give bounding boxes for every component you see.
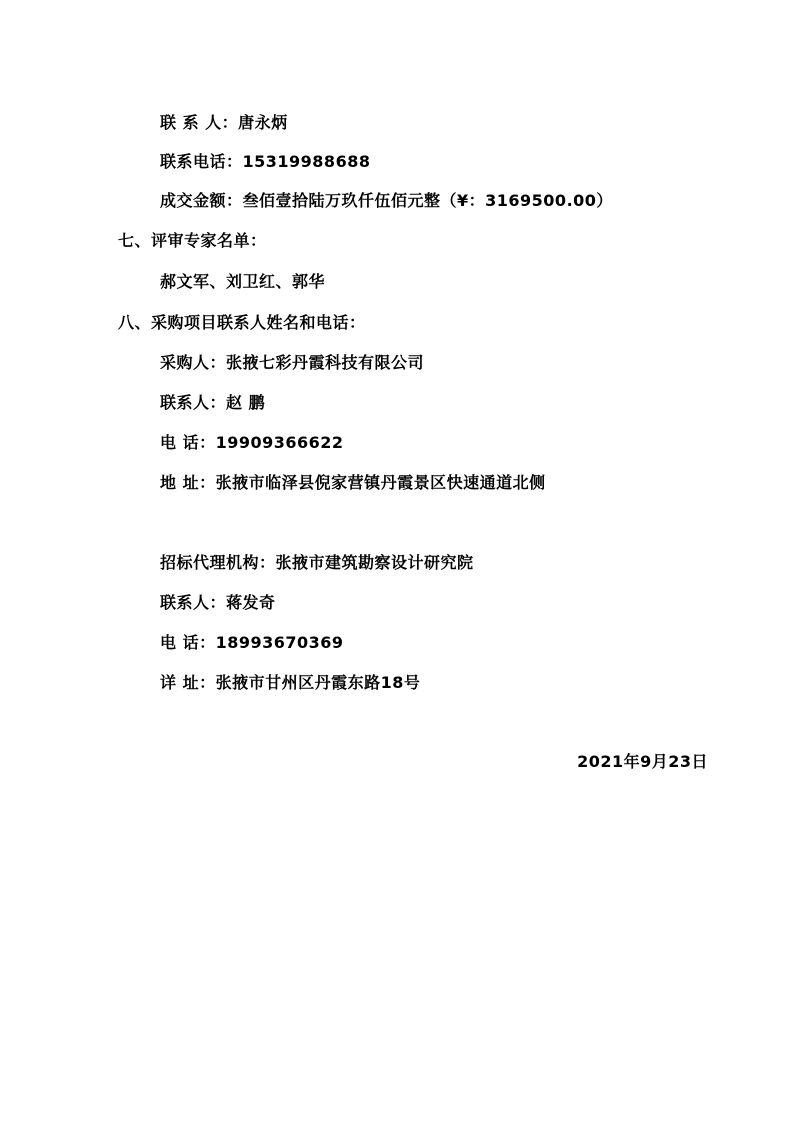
vendor-contact: 联 系 人：唐永炳: [160, 113, 288, 132]
purchaser-address: 地 址：张掖市临泽县倪家营镇丹霞景区快速通道北侧: [160, 473, 546, 492]
section-8-heading: 八、采购项目联系人姓名和电话：: [118, 313, 366, 332]
agency-name: 招标代理机构：张掖市建筑勘察设计研究院: [160, 553, 474, 572]
purchaser-phone: 电 话：19909366622: [160, 433, 344, 452]
document-date: 2021年9月23日: [577, 752, 708, 771]
agency-address: 详 址：张掖市甘州区丹霞东路18号: [160, 673, 421, 692]
agency-phone: 电 话：18993670369: [160, 633, 344, 652]
vendor-phone: 联系电话：15319988688: [160, 152, 371, 171]
expert-list: 郝文军、刘卫红、郭华: [160, 272, 326, 291]
section-7-heading: 七、评审专家名单：: [118, 231, 267, 250]
purchaser-contact: 联系人：赵 鹏: [160, 393, 266, 412]
transaction-amount: 成交金额：叁佰壹拾陆万玖仟伍佰元整（¥：3169500.00）: [160, 191, 613, 210]
purchaser-name: 采购人：张掖七彩丹霞科技有限公司: [160, 353, 425, 372]
agency-contact: 联系人：蒋发奇: [160, 593, 276, 612]
